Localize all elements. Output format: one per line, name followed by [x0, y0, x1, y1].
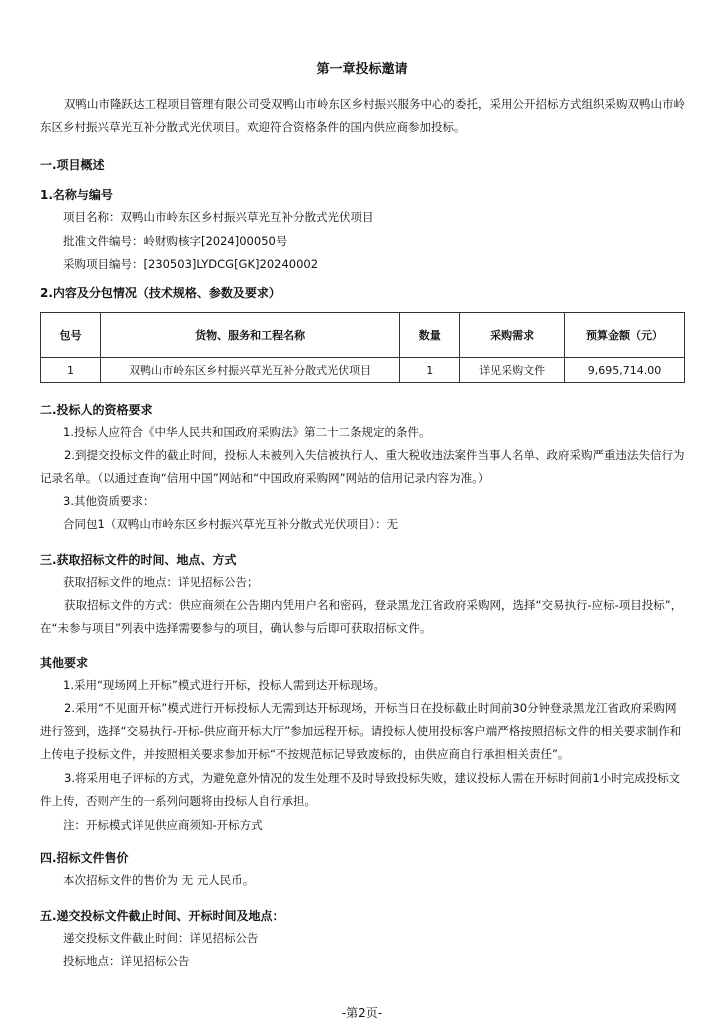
- approval-number: 批准文件编号：岭财购核字[2024]00050号: [63, 234, 288, 248]
- qualification-package-1: 合同包1（双鸭山市岭东区乡村振兴草光互补分散式光伏项目）：无: [63, 517, 399, 531]
- qualification-item-1: 1.投标人应符合《中华人民共和国政府采购法》第二十二条规定的条件。: [63, 425, 431, 439]
- cell-quantity: 1: [400, 358, 460, 383]
- qualification-item-3: 3.其他资质要求：: [63, 494, 155, 508]
- other-requirement-2: 2.采用“不见面开标”模式进行开标投标人无需到达开标现场，开标当日在投标截止时间前30分钟登录黑龙江省政府采购网进行签到，选择“交易执行-开标-供应商开标大厅”参加远程开标。请投标人使用投标客户端严格按照招标文件的相关要求制作和上传电子投标文件，并按照相关要求参加开标“不按规范标记导致废标的，由供应商自行承担相关责任”。: [40, 701, 682, 761]
- section-heading-deadline: 五.递交投标文件截止时间、开标时间及地点：: [40, 909, 285, 923]
- project-number: 采购项目编号：[230503]LYDCG[GK]20240002: [63, 257, 319, 271]
- obtain-docs-place: 获取招标文件的地点：详见招标公告；: [63, 575, 259, 589]
- section-heading-obtain-docs: 三.获取招标文件的时间、地点、方式: [40, 553, 237, 567]
- cell-item-name: 双鸭山市岭东区乡村振兴草光互补分散式光伏项目: [100, 358, 399, 383]
- other-requirement-3: 3.将采用电子评标的方式，为避免意外情况的发生处理不及时导致投标失败，建议投标人需在开标时间前1小时完成投标文件上传，否则产生的一系列问题将由投标人自行承担。: [40, 771, 681, 808]
- subheading-name-number: 1.名称与编号: [40, 188, 113, 202]
- subheading-content-packages: 2.内容及分包情况（技术规格、参数及要求）: [40, 286, 281, 300]
- header-budget: 预算金额（元）: [565, 313, 685, 358]
- header-item-name: 货物、服务和工程名称: [100, 313, 399, 358]
- document-price: 本次招标文件的售价为 无 元人民币。: [63, 873, 255, 887]
- table-header-row: [41, 313, 685, 358]
- project-name: 项目名称：双鸭山市岭东区乡村振兴草光互补分散式光伏项目: [63, 210, 374, 224]
- header-requirement: 采购需求: [460, 313, 565, 358]
- bid-location: 投标地点：详见招标公告: [63, 954, 190, 968]
- section-heading-other: 其他要求: [40, 656, 89, 670]
- other-note: 注：开标模式详见供应商须知-开标方式: [63, 818, 263, 832]
- cell-requirement: 详见采购文件: [460, 358, 565, 383]
- header-package-no: 包号: [41, 313, 101, 358]
- submission-deadline: 递交投标文件截止时间：详见招标公告: [63, 931, 259, 945]
- other-requirement-1: 1.采用“现场网上开标”模式进行开标，投标人需到达开标现场。: [63, 678, 385, 692]
- cell-package-no: 1: [41, 358, 101, 383]
- obtain-docs-method: 获取招标文件的方式：供应商须在公告期内凭用户名和密码，登录黑龙江省政府采购网，选择“交易执行-应标-项目投标”，在“未参与项目”列表中选择需要参与的项目，确认参与后即可获取招标文件。: [40, 598, 683, 635]
- table-row: [41, 358, 685, 383]
- section-heading-price: 四.招标文件售价: [40, 851, 129, 865]
- procurement-table: [40, 312, 685, 383]
- section-heading-qualification: 二.投标人的资格要求: [40, 403, 153, 417]
- page-title: 第一章投标邀请: [316, 62, 408, 77]
- page-number: -第2页-: [341, 1006, 383, 1020]
- qualification-item-2: 2.到提交投标文件的截止时间，投标人未被列入失信被执行人、重大税收违法案件当事人名单、政府采购严重违法失信行为记录名单。（以通过查询“信用中国”网站和“中国政府采购网”网站的信用记录内容为准。）: [40, 448, 685, 485]
- section-heading-overview: 一.项目概述: [40, 158, 105, 172]
- header-quantity: 数量: [400, 313, 460, 358]
- cell-budget: 9,695,714.00: [565, 358, 685, 383]
- intro-paragraph: 双鸭山市隆跃达工程项目管理有限公司受双鸭山市岭东区乡村振兴服务中心的委托，采用公开招标方式组织采购双鸭山市岭东区乡村振兴草光互补分散式光伏项目。欢迎符合资格条件的国内供应商参加投标。: [40, 97, 685, 134]
